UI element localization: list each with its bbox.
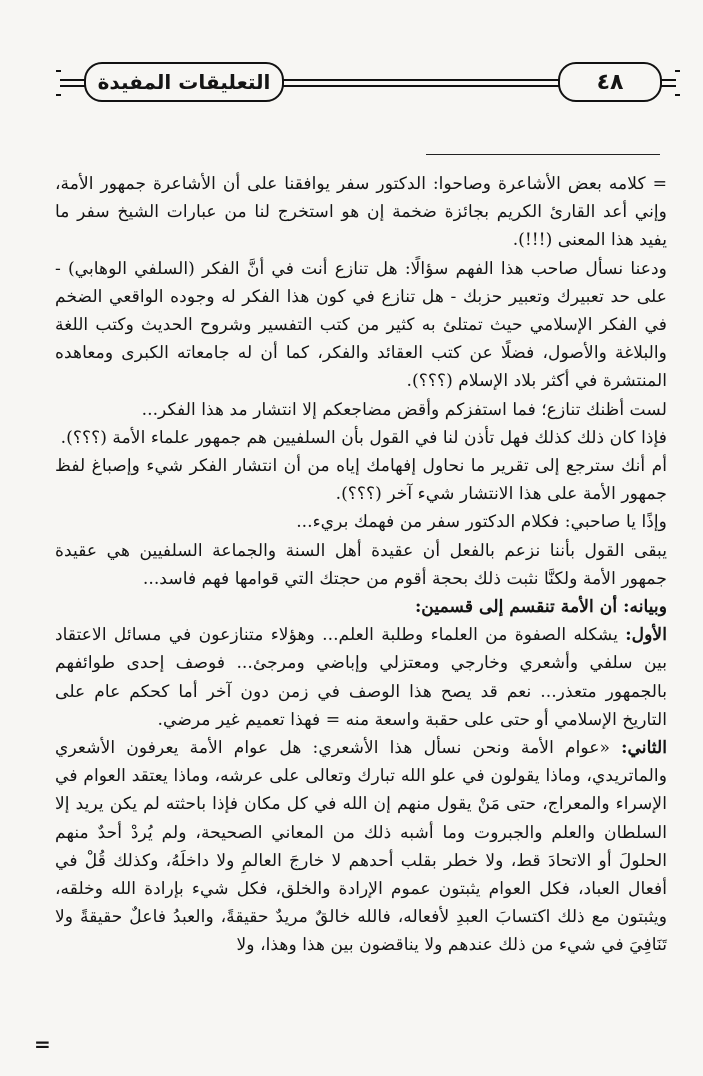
header-rule-cap-right <box>675 70 680 96</box>
footnote-text <box>55 170 667 960</box>
page-header <box>60 62 676 102</box>
paragraph-second-part <box>55 734 667 960</box>
paragraph-first-part <box>55 621 667 734</box>
paragraph-first-text: يشكله الصفوة من العلماء وطلبة العلم... وهؤلاء متنازعون في مسائل الاعتقاد بين سلفي وأشعري وخارجي ومعتزلي وإباضي ومرجئ... فوصف إحدى طوائفهم بالجمهور متعذر... نعم قد يصح هذا الوصف في زمن دون آخر أما كحكم عام على التاريخ الإسلامي أو حتى على حقبة واسعة منه = فهذا تعميم غير مرضي. <box>55 625 667 730</box>
lead-label-first: الأول: <box>625 625 667 646</box>
paragraph: فإذا كان ذلك كذلك فهل تأذن لنا في القول بأن السلفيين هم جمهور علماء الأمة (؟؟؟). <box>60 427 667 448</box>
paragraph: ودعنا نسأل صاحب هذا الفهم سؤالًا: هل تنازع أنت في أنَّ الفكر (السلفي الوهابي) - على حد تعبيرك وتعبير حزبك - هل تنازع في كون هذا الفكر له وجوده الواقعي الضخم في الفكر الإسلامي حيث تمتلئ به كثير من كتب التفسير وشروح الحديث وكتب اللغة والبلاغة والأصول، فضلًا عن كتب العقائد والفكر، كما أن له جامعاته الكبرى ومعاهده المنتشرة في أكثر بلاد الإسلام (؟؟؟). <box>55 258 667 392</box>
paragraph: وإذًا يا صاحبي: فكلام الدكتور سفر من فهمك بريء... <box>296 512 667 533</box>
running-title: التعليقات المفيدة <box>97 70 271 94</box>
header-rule-cap-left <box>56 70 61 96</box>
section-heading: وبيانه: أن الأمة تنقسم إلى قسمين: <box>414 597 667 618</box>
paragraph: يبقى القول بأننا نزعم بالفعل أن عقيدة أهل السنة والجماعة السلفيين هي عقيدة جمهور الأمة ولكنَّا نثبت ذلك بحجة أقوم من حجتك التي قوامها فهم فاسد... <box>55 540 667 589</box>
paragraph: = كلامه بعض الأشاعرة وصاحوا: الدكتور سفر يوافقنا على أن الأشاعرة جمهور الأمة، وإني أعد القارئ الكريم بجائزة ضخمة إن هو استخرج لنا من عبارات الشيخ سفر ما يفيد هذا المعنى (!!!). <box>55 174 667 251</box>
continuation-mark: = <box>34 1032 51 1056</box>
paragraph-second-text: «عوام الأمة ونحن نسأل هذا الأشعري: هل عوام الأمة يعرفون الأشعري والماتريدي، وماذا يقولون في علو الله تبارك وتعالى على عرشه، وماذا يعتقد العوام في الإسراء والمعراج، حتى مَنْ يقول منهم إن الله في كل مكان فإذا باحثته لم يكن يريد إلا السلطان والعلم والجبروت وما أشبه ذلك من المعاني الصحيحة، ولم يُردْ أحدٌ منهم الحلولَ أو الاتحادَ قط، ولا خطر بقلب أحدهم لا خارجَ العالمِ ولا داخلَهُ، وكذلك قُلْ في أفعال العباد، فكل العوام يثبتون عموم الإرادة والخلق، فكل شيء بإرادة الله وخلقه، ويثبتون مع ذلك اكتسابَ العبدِ لأفعاله، فالله خالقٌ مريدٌ حقيقةً، والعبدُ فاعلٌ حقيقةً ولا تَنَافِيَ في شيء من ذلك عندهم ولا يناقضون بين هذا وهذا، ولا <box>55 738 667 956</box>
paragraph: لست أظنك تنازع؛ فما استفزكم وأقض مضاجعكم إلا انتشار مد هذا الفكر... <box>141 399 667 420</box>
running-title-badge <box>84 62 284 102</box>
page-number-badge <box>558 62 662 102</box>
paragraph: أم أنك سترجع إلى تقرير ما نحاول إفهامك إياه من أن انتشار الفكر شيء وإصباغ لفظ جمهور الأمة على هذا الانتشار شيء آخر (؟؟؟). <box>55 456 667 505</box>
footnote-separator <box>426 154 660 155</box>
page-number: ٤٨ <box>596 69 624 95</box>
lead-label-second: الثاني: <box>621 738 667 759</box>
